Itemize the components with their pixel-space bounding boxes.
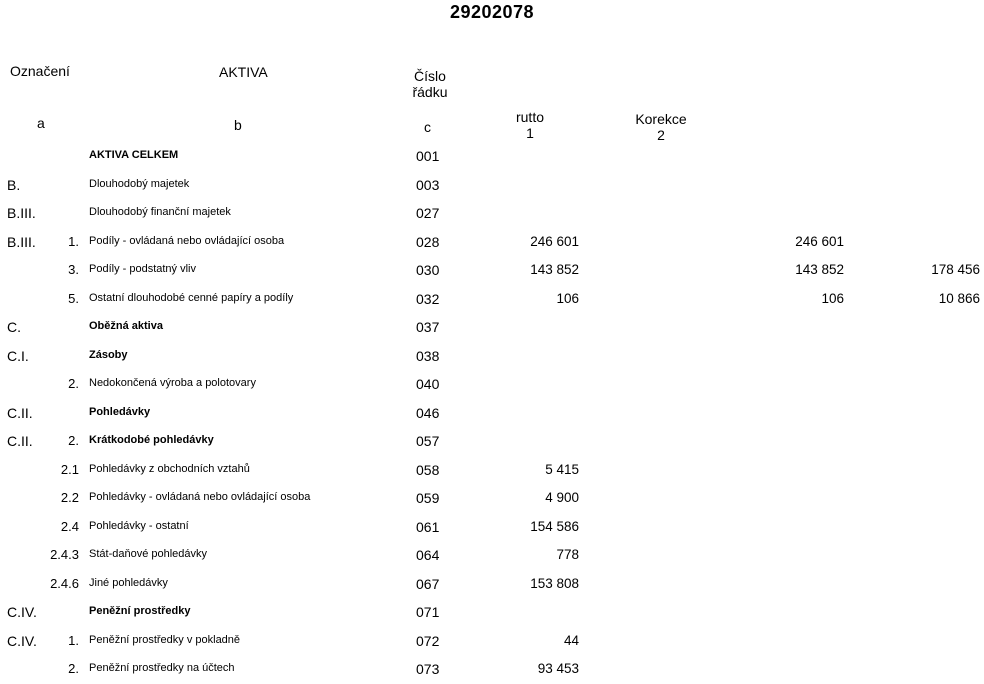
row-line-number: 032 xyxy=(416,291,440,307)
row-subcode: 2.1 xyxy=(60,462,79,477)
row-code: C.II. xyxy=(7,405,33,421)
row-subcode: 1. xyxy=(68,234,79,249)
row-line-number: 046 xyxy=(416,405,440,421)
row-code: C.I. xyxy=(7,348,29,364)
table-row xyxy=(0,403,984,423)
row-label: Dlouhodobý finanční majetek xyxy=(89,206,231,218)
row-label: Pohledávky z obchodních vztahů xyxy=(89,463,250,475)
table-row xyxy=(0,317,984,337)
row-line-number: 030 xyxy=(416,262,440,278)
header-col-a: a xyxy=(37,115,45,131)
header-cislo-line1: Číslo xyxy=(414,68,446,84)
row-label: Pohledávky - ovládaná nebo ovládající osoba xyxy=(89,491,311,503)
row-value-korekce: 143 852 xyxy=(795,262,844,277)
row-label: Peněžní prostředky v pokladně xyxy=(89,634,241,646)
row-code: B. xyxy=(7,177,21,193)
row-subcode: 2.4.6 xyxy=(50,576,79,591)
row-subcode: 2. xyxy=(68,376,79,391)
row-value-brutto: 5 415 xyxy=(545,462,579,477)
row-label: Podíly - ovládaná nebo ovládající osoba xyxy=(89,235,285,247)
row-subcode: 2.2 xyxy=(60,490,79,505)
row-subcode: 5. xyxy=(68,291,79,306)
row-code: B.III. xyxy=(7,234,36,250)
row-line-number: 040 xyxy=(416,376,440,392)
header-col2-line2: 2 xyxy=(657,127,665,143)
table-row xyxy=(0,232,984,252)
row-value-brutto: 44 xyxy=(563,633,579,648)
row-value-brutto: 143 852 xyxy=(530,262,579,277)
document-id: 29202078 xyxy=(449,2,535,22)
row-line-number: 057 xyxy=(416,433,440,449)
table-row xyxy=(0,346,984,366)
table-row xyxy=(0,545,984,565)
row-line-number: 064 xyxy=(416,547,440,563)
header-oznaceni: Označení xyxy=(10,63,70,79)
header-col1-line1: rutto xyxy=(515,109,544,125)
row-subcode: 2. xyxy=(68,661,79,676)
header-col-b: b xyxy=(234,117,242,133)
row-line-number: 001 xyxy=(416,148,440,164)
row-line-number: 058 xyxy=(416,462,440,478)
row-value-brutto: 154 586 xyxy=(530,519,579,534)
row-subcode: 3. xyxy=(68,262,79,277)
header-col-c: c xyxy=(424,119,431,135)
row-value-korekce: 246 601 xyxy=(795,234,844,249)
row-label: Stát-daňové pohledávky xyxy=(89,548,208,560)
row-label: Jiné pohledávky xyxy=(89,577,168,589)
row-code: B.III. xyxy=(7,205,36,221)
row-subcode: 1. xyxy=(68,633,79,648)
row-label: AKTIVA CELKEM xyxy=(89,149,179,161)
row-value-brutto: 778 xyxy=(556,547,579,562)
row-line-number: 071 xyxy=(416,604,440,620)
row-label: Peněžní prostředky na účtech xyxy=(89,662,235,674)
table-row xyxy=(0,488,984,508)
row-line-number: 027 xyxy=(416,205,440,221)
row-value-brutto: 246 601 xyxy=(530,234,579,249)
table-row xyxy=(0,175,984,195)
table-row xyxy=(0,260,984,280)
row-line-number: 073 xyxy=(416,661,440,677)
header-col2-line1: Korekce xyxy=(635,111,687,127)
row-subcode: 2.4 xyxy=(60,519,79,534)
row-code: C. xyxy=(7,319,21,335)
row-value-korekce: 106 xyxy=(821,291,844,306)
row-line-number: 037 xyxy=(416,319,440,335)
table-row xyxy=(0,460,984,480)
table-row xyxy=(0,631,984,651)
header-col-1 xyxy=(505,109,555,141)
header-col-2 xyxy=(626,111,696,143)
row-value-brutto: 93 453 xyxy=(537,661,579,676)
row-subcode: 2. xyxy=(68,433,79,448)
row-code: C.II. xyxy=(7,433,33,449)
row-label: Zásoby xyxy=(89,349,128,361)
row-subcode: 2.4.3 xyxy=(50,547,79,562)
row-line-number: 072 xyxy=(416,633,440,649)
row-value-brutto: 4 900 xyxy=(545,490,579,505)
table-row xyxy=(0,431,984,451)
row-code: C.IV. xyxy=(7,604,37,620)
header-col1-line2: 1 xyxy=(526,125,534,141)
row-label: Dlouhodobý majetek xyxy=(89,178,190,190)
row-label: Oběžná aktiva xyxy=(89,320,163,332)
row-line-number: 003 xyxy=(416,177,440,193)
table-row xyxy=(0,602,984,622)
row-line-number: 059 xyxy=(416,490,440,506)
row-label: Peněžní prostředky xyxy=(89,605,191,617)
row-code: C.IV. xyxy=(7,633,37,649)
table-row xyxy=(0,517,984,537)
row-value-brutto: 153 808 xyxy=(530,576,579,591)
table-row xyxy=(0,374,984,394)
row-label: Podíly - podstatný vliv xyxy=(89,263,196,275)
row-label: Nedokončená výroba a polotovary xyxy=(89,377,256,389)
row-line-number: 038 xyxy=(416,348,440,364)
row-value-3: 10 866 xyxy=(938,291,980,306)
row-value-3: 178 456 xyxy=(931,262,980,277)
table-row xyxy=(0,289,984,309)
table-row xyxy=(0,203,984,223)
table-row xyxy=(0,574,984,594)
row-line-number: 067 xyxy=(416,576,440,592)
header-cislo-radku xyxy=(408,68,452,100)
row-label: Pohledávky xyxy=(89,406,151,418)
row-label: Ostatní dlouhodobé cenné papíry a podíly xyxy=(89,292,294,304)
row-label: Krátkodobé pohledávky xyxy=(89,434,214,446)
row-label: Pohledávky - ostatní xyxy=(89,520,189,532)
row-line-number: 061 xyxy=(416,519,440,535)
header-aktiva: AKTIVA xyxy=(219,64,268,80)
table-row xyxy=(0,659,984,679)
row-value-brutto: 106 xyxy=(556,291,579,306)
table-row xyxy=(0,146,984,166)
header-cislo-line2: řádku xyxy=(412,84,448,100)
row-line-number: 028 xyxy=(416,234,440,250)
